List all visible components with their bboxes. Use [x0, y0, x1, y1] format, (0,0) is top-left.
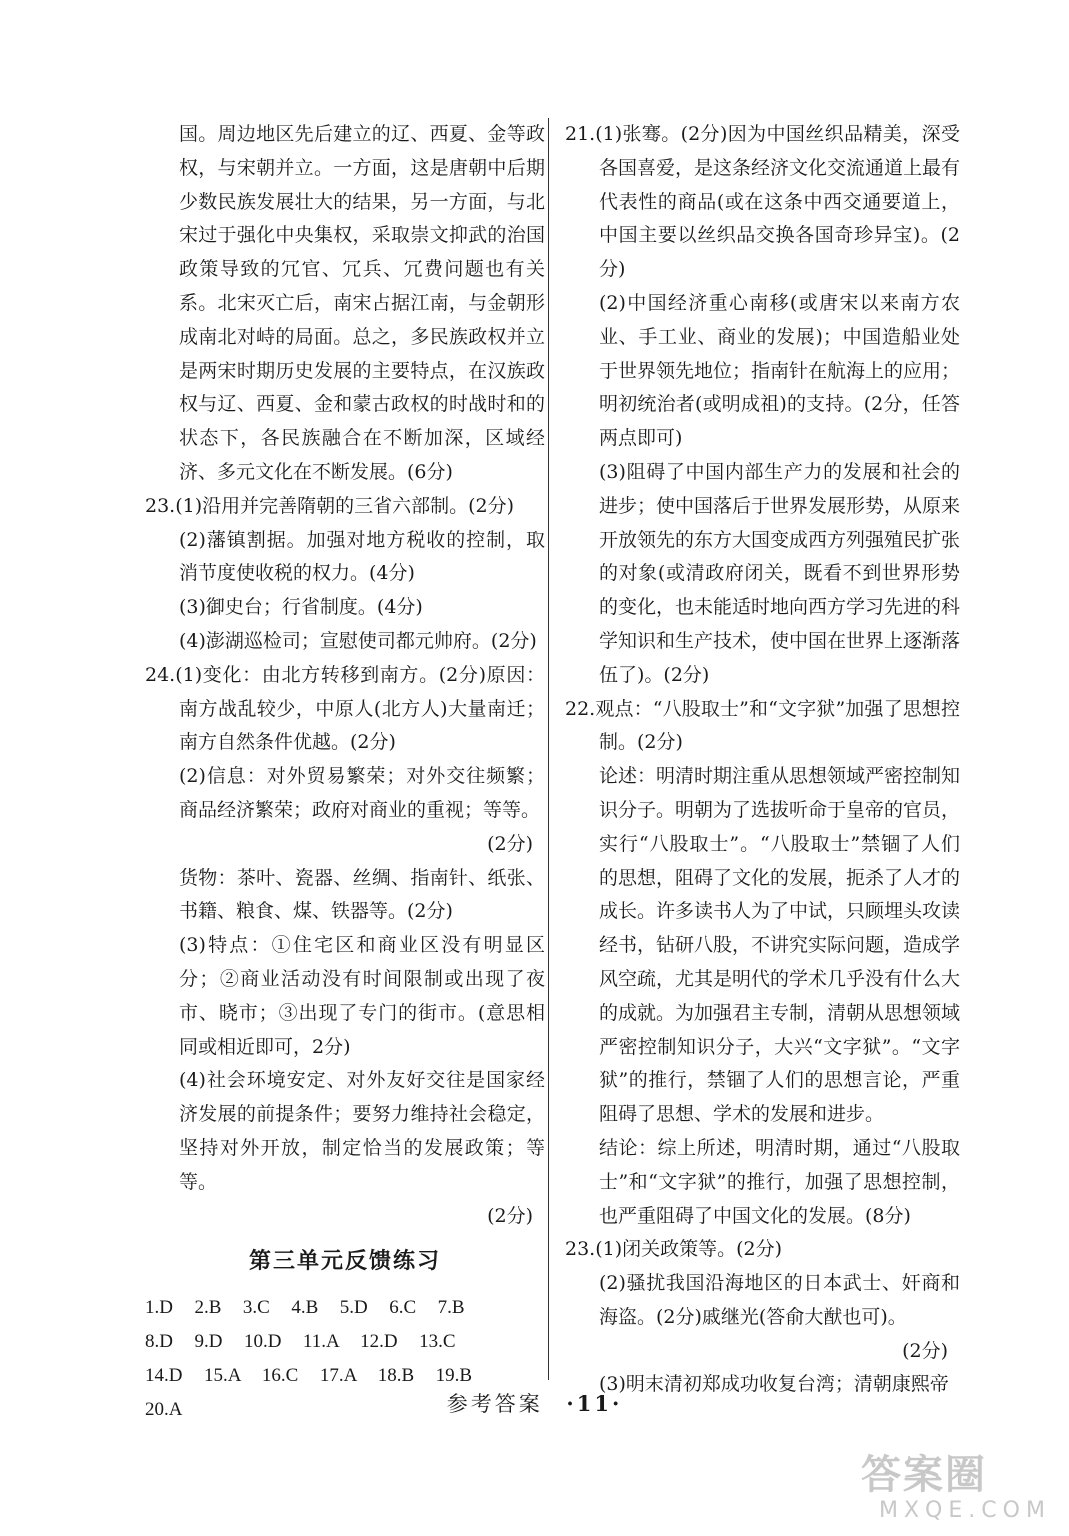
q23-right-part2: (2)骚扰我国沿海地区的日本武士、奸商和海盗。(2分)戚继光(答俞大猷也可)。: [599, 1272, 960, 1328]
q22-viewpoint: 22.观点：“八股取士”和“文字狱”加强了思想控制。(2分): [565, 697, 960, 754]
q21-part3: (3)阻碍了中国内部生产力的发展和社会的进步；使中国落后于世界发展形势，从原来开放领先的东方大国变成西方列强殖民扩张的对象(或清政府闭关，既看不到世界形势的变化，也未能适时地向西方学习先进的科学知识和生产技术，使中国在世界上逐渐落伍了)。(2分): [599, 460, 961, 686]
q23-right-part3: (3)明末清初郑成功收复台湾；清朝康熙帝: [599, 1373, 949, 1396]
q21-part2: (2)中国经济重心南移(或唐宋以来南方农业、手工业、商业的发展)；中国造船业处于世界领先地位；指南针在航海上的应用；明初统治者(或明成祖)的支持。(2分，任答两点即可): [599, 291, 961, 450]
left-column: [145, 118, 545, 1427]
mc-answers-row-2: 8.D 9.D 10.D 11.A 12.D 13.C: [145, 1331, 456, 1353]
q23-right-part2-score: (2分): [902, 1339, 948, 1362]
page-number: ·11·: [566, 1391, 623, 1416]
mc-answers-row-1: 1.D 2.B 3.C 4.B 5.D 6.C 7.B: [145, 1297, 465, 1319]
q23-part1: 23.(1)沿用并完善隋朝的三省六部制。(2分): [145, 494, 515, 517]
mc-answers-row-4: 20.A: [145, 1399, 183, 1421]
q24-part2: (2)信息：对外贸易繁荣；对外交往频繁；商品经济繁荣；政府对商业的重视；等等。: [179, 765, 545, 821]
q24-part2-score: (2分): [487, 832, 533, 855]
q22-conclusion: 结论：综上所述，明清时期，通过“八股取士”和“文字狱”的推行，加强了思想控制，也严重阻碍了中国文化的发展。(8分): [599, 1136, 960, 1227]
q24-part4: (4)社会环境安定、对外友好交往是国家经济发展的前提条件；要努力维持社会稳定，坚持对外开放，制定恰当的发展政策；等等。: [179, 1069, 545, 1193]
column-divider: [548, 118, 549, 1380]
section-title: 第三单元反馈练习: [248, 1249, 441, 1275]
q22-argument: 论述：明清时期注重从思想领域严密控制知识分子。明朝为了选拔听命于皇帝的官员，实行“八股取士”。“八股取士”禁锢了人们的思想，阻碍了文化的发展，扼杀了人才的成长。许多读书人为了中试，只顾埋头攻读经书，钻研八股，不讲究实际问题，造成学风空疏，尤其是明代的学术几乎没有什么大的成就。为加强君主专制，清朝从思想领域严密控制知识分子，大兴“文字狱”。“文字狱”的推行，禁锢了人们的思想言论，严重阻碍了思想、学术的发展和进步。: [599, 765, 961, 1126]
watermark-logo: [861, 1452, 1051, 1530]
footer-label: 参考答案: [446, 1392, 543, 1416]
q23-part4: (4)澎湖巡检司；宣慰使司都元帅府。(2分): [179, 629, 537, 652]
watermark-top-text: 答案圈: [861, 1452, 987, 1498]
page-footer: [0, 1388, 1069, 1418]
q22-continued-text: 国。周边地区先后建立的辽、西夏、金等政权，与宋朝并立。一方面，这是唐朝中后期少数民族发展壮大的结果，另一方面，与北宋过于强化中央集权，采取崇文抑武的治国政策导致的冗官、冗兵、冗费问题也有关系。北宋灭亡后，南宋占据江南，与金朝形成南北对峙的局面。总之，多民族政权并立是两宋时期历史发展的主要特点，在汉族政权与辽、西夏、金和蒙古政权的时战时和的状态下，各民族融合在不断加深，区域经济、多元文化在不断发展。(6分): [179, 123, 545, 483]
q24-part4-score: (2分): [487, 1204, 533, 1227]
mc-answers-row-3: 14.D 15.A 16.C 17.A 18.B 19.B: [145, 1365, 473, 1387]
watermark-bottom-text: MXQE.COM: [879, 1498, 1051, 1523]
q23-right-part1: 23.(1)闭关政策等。(2分): [565, 1238, 783, 1261]
right-column: [565, 118, 960, 1402]
q23-part3: (3)御史台；行省制度。(4分): [179, 596, 423, 619]
q24-part1: 24.(1)变化：由北方转移到南方。(2分)原因：南方战乱较少，中原人(北方人)大量南迁；南方自然条件优越。(2分): [145, 663, 545, 754]
q23-part2: (2)藩镇割据。加强对地方税收的控制，取消节度使收税的权力。(4分): [179, 528, 545, 585]
q24-part3: (3)特点：①住宅区和商业区没有明显区分；②商业活动没有时间限制或出现了夜市、晓市；③出现了专门的街市。(意思相同或相近即可，2分): [179, 934, 545, 1058]
q24-part2-goods: 货物：茶叶、瓷器、丝绸、指南针、纸张、书籍、粮食、煤、铁器等。(2分): [179, 866, 545, 923]
q21-part1: 21.(1)张骞。(2分)因为中国丝织品精美，深受各国喜爱，是这条经济文化交流通道上最有代表性的商品(或在这条中西交通要道上，中国主要以丝织品交换各国奇珍异宝)。(2分): [565, 123, 961, 281]
